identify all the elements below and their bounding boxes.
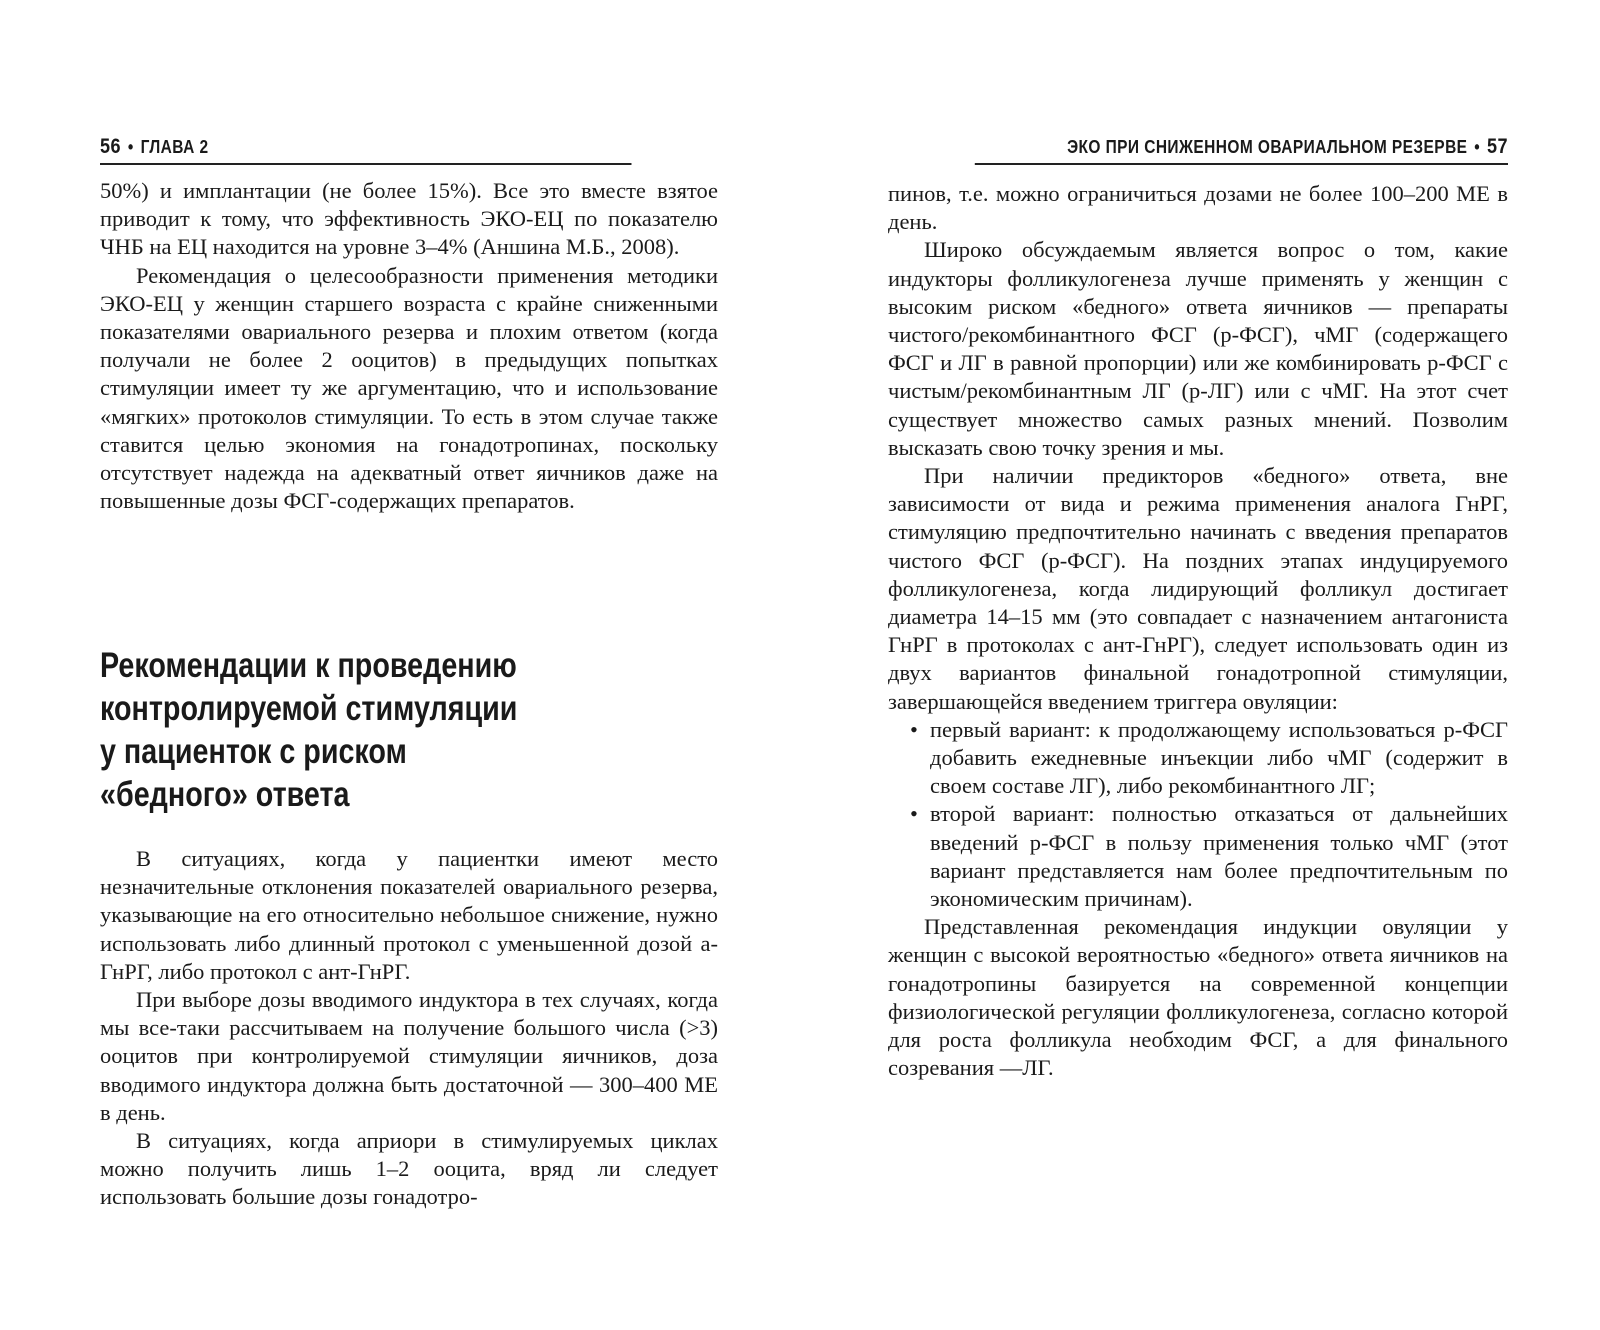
right-running-head bbox=[975, 133, 1508, 165]
paragraph: Широко обсуждаемым является вопрос о том, какие индукторы фолликулогенеза лучше применять у женщин с высоким риском «бедного» ответа яичников — препараты чистого/рекомбинантного ФСГ (р-ФСГ), чМГ (содержащего ФСГ и ЛГ в равной пропорции) или же комбинировать р-ФСГ с чистым/рекомбинантным ЛГ (р-ЛГ) или с чМГ. На этот счет существует множество самых разных мнений. Позволим высказать свою точку зрения и мы. bbox=[888, 237, 1508, 460]
paragraph: Рекомендация о целесообразности применения методики ЭКО-ЕЦ у женщин старшего возраста с крайне сниженными показателями овариального резерва и плохим ответом (когда получали не более 2 ооцитов) в предыдущих попытках стимуляции имеет ту же аргументацию, что и использование «мягких» протоколов стимуляции. То есть в этом случае также ставится целью экономия на гонадотропинах, поскольку отсутствует надежда на адекватный ответ яичников даже на повышенные дозы ФСГ-содержащих препаратов. bbox=[100, 262, 718, 514]
section-heading-line: контролируемой стимуляции bbox=[100, 689, 518, 728]
list-item-text: второй вариант: полностью отказаться от дальнейших введений р-ФСГ в пользу применения только чМГ (этот вариант представляется нам более предпочтительным по экономическим причинам). bbox=[930, 801, 1508, 912]
section-heading bbox=[100, 644, 690, 816]
section-heading-line: «бедного» ответа bbox=[100, 775, 350, 814]
list-item bbox=[888, 800, 1508, 913]
right-page-number: 57 bbox=[1487, 135, 1508, 158]
paragraph: пинов, т.е. можно ограничиться дозами не более 100–200 МЕ в день. bbox=[888, 181, 1508, 235]
right-chapter-title: ЭКО ПРИ СНИЖЕННОМ ОВАРИАЛЬНОМ РЕЗЕРВЕ bbox=[1067, 137, 1468, 157]
bullet-dot-icon: • bbox=[910, 801, 918, 827]
left-bottom-text bbox=[100, 845, 718, 1212]
paragraph: В ситуациях, когда у пациентки имеют место незначительные отклонения показателей овариального резерва, указывающие на его относительно небольшое снижение, нужно использовать либо длинный протокол с уменьшенной дозой а-ГнРГ, либо протокол с ант-ГнРГ. bbox=[100, 846, 718, 984]
section-heading-line: у пациенток с риском bbox=[100, 732, 407, 771]
paragraph: При выборе дозы вводимого индуктора в тех случаях, когда мы все-таки рассчитываем на получение большого числа (>3) ооцитов при контролируемой стимуляции яичников, доза вводимого индуктора должна быть достаточной — 300–400 МЕ в день. bbox=[100, 987, 718, 1125]
left-top-text bbox=[100, 177, 718, 515]
paragraph: Представленная рекомендация индукции овуляции у женщин с высокой вероятностью «бедного» ответа яичников на гонадотропины базируется на современной концепции физиологической регуляции фолликулогенеза, согласно которой для роста фолликула необходим ФСГ, а для финального созревания —ЛГ. bbox=[888, 914, 1508, 1081]
left-chapter-title: ГЛАВА 2 bbox=[140, 137, 209, 157]
list-item bbox=[888, 716, 1508, 801]
list-item-text: первый вариант: к продолжающему использоваться р-ФСГ добавить ежедневные инъекции либо чМГ (содержит в своем составе ЛГ), либо рекомбинантного ЛГ; bbox=[930, 716, 1508, 799]
bullet-separator: • bbox=[127, 137, 134, 157]
paragraph: При наличии предикторов «бедного» ответа, вне зависимости от вида и режима применения аналога ГнРГ, стимуляцию предпочтительно начинать с введения препаратов чистого ФСГ (р-ФСГ). На поздних этапах индуцируемого фолликулогенеза, когда лидирующий фолликул достигает диаметра 14–15 мм (это совпадает с назначением антагониста ГнРГ в протоколах с ант-ГнРГ), следует использовать один из двух вариантов финальной гонадотропной стимуляции, завершающейся введением триггера овуляции: bbox=[888, 463, 1508, 714]
paragraph: В ситуациях, когда априори в стимулируемых циклах можно получить лишь 1–2 ооцита, вряд ли следует использовать большие дозы гонадотро- bbox=[100, 1128, 718, 1210]
left-running-head bbox=[100, 133, 631, 165]
bullet-separator: • bbox=[1474, 137, 1481, 157]
section-heading-line: Рекомендации к проведению bbox=[100, 646, 517, 685]
bullet-dot-icon: • bbox=[910, 716, 918, 742]
left-page-number: 56 bbox=[100, 135, 121, 158]
right-text bbox=[888, 180, 1508, 1083]
paragraph: 50%) и имплантации (не более 15%). Все это вместе взятое приводит к тому, что эффективность ЭКО-ЕЦ по показателю ЧНБ на ЕЦ находится на уровне 3–4% (Аншина М.Б., 2008). bbox=[100, 178, 718, 260]
bullet-list bbox=[888, 716, 1508, 913]
